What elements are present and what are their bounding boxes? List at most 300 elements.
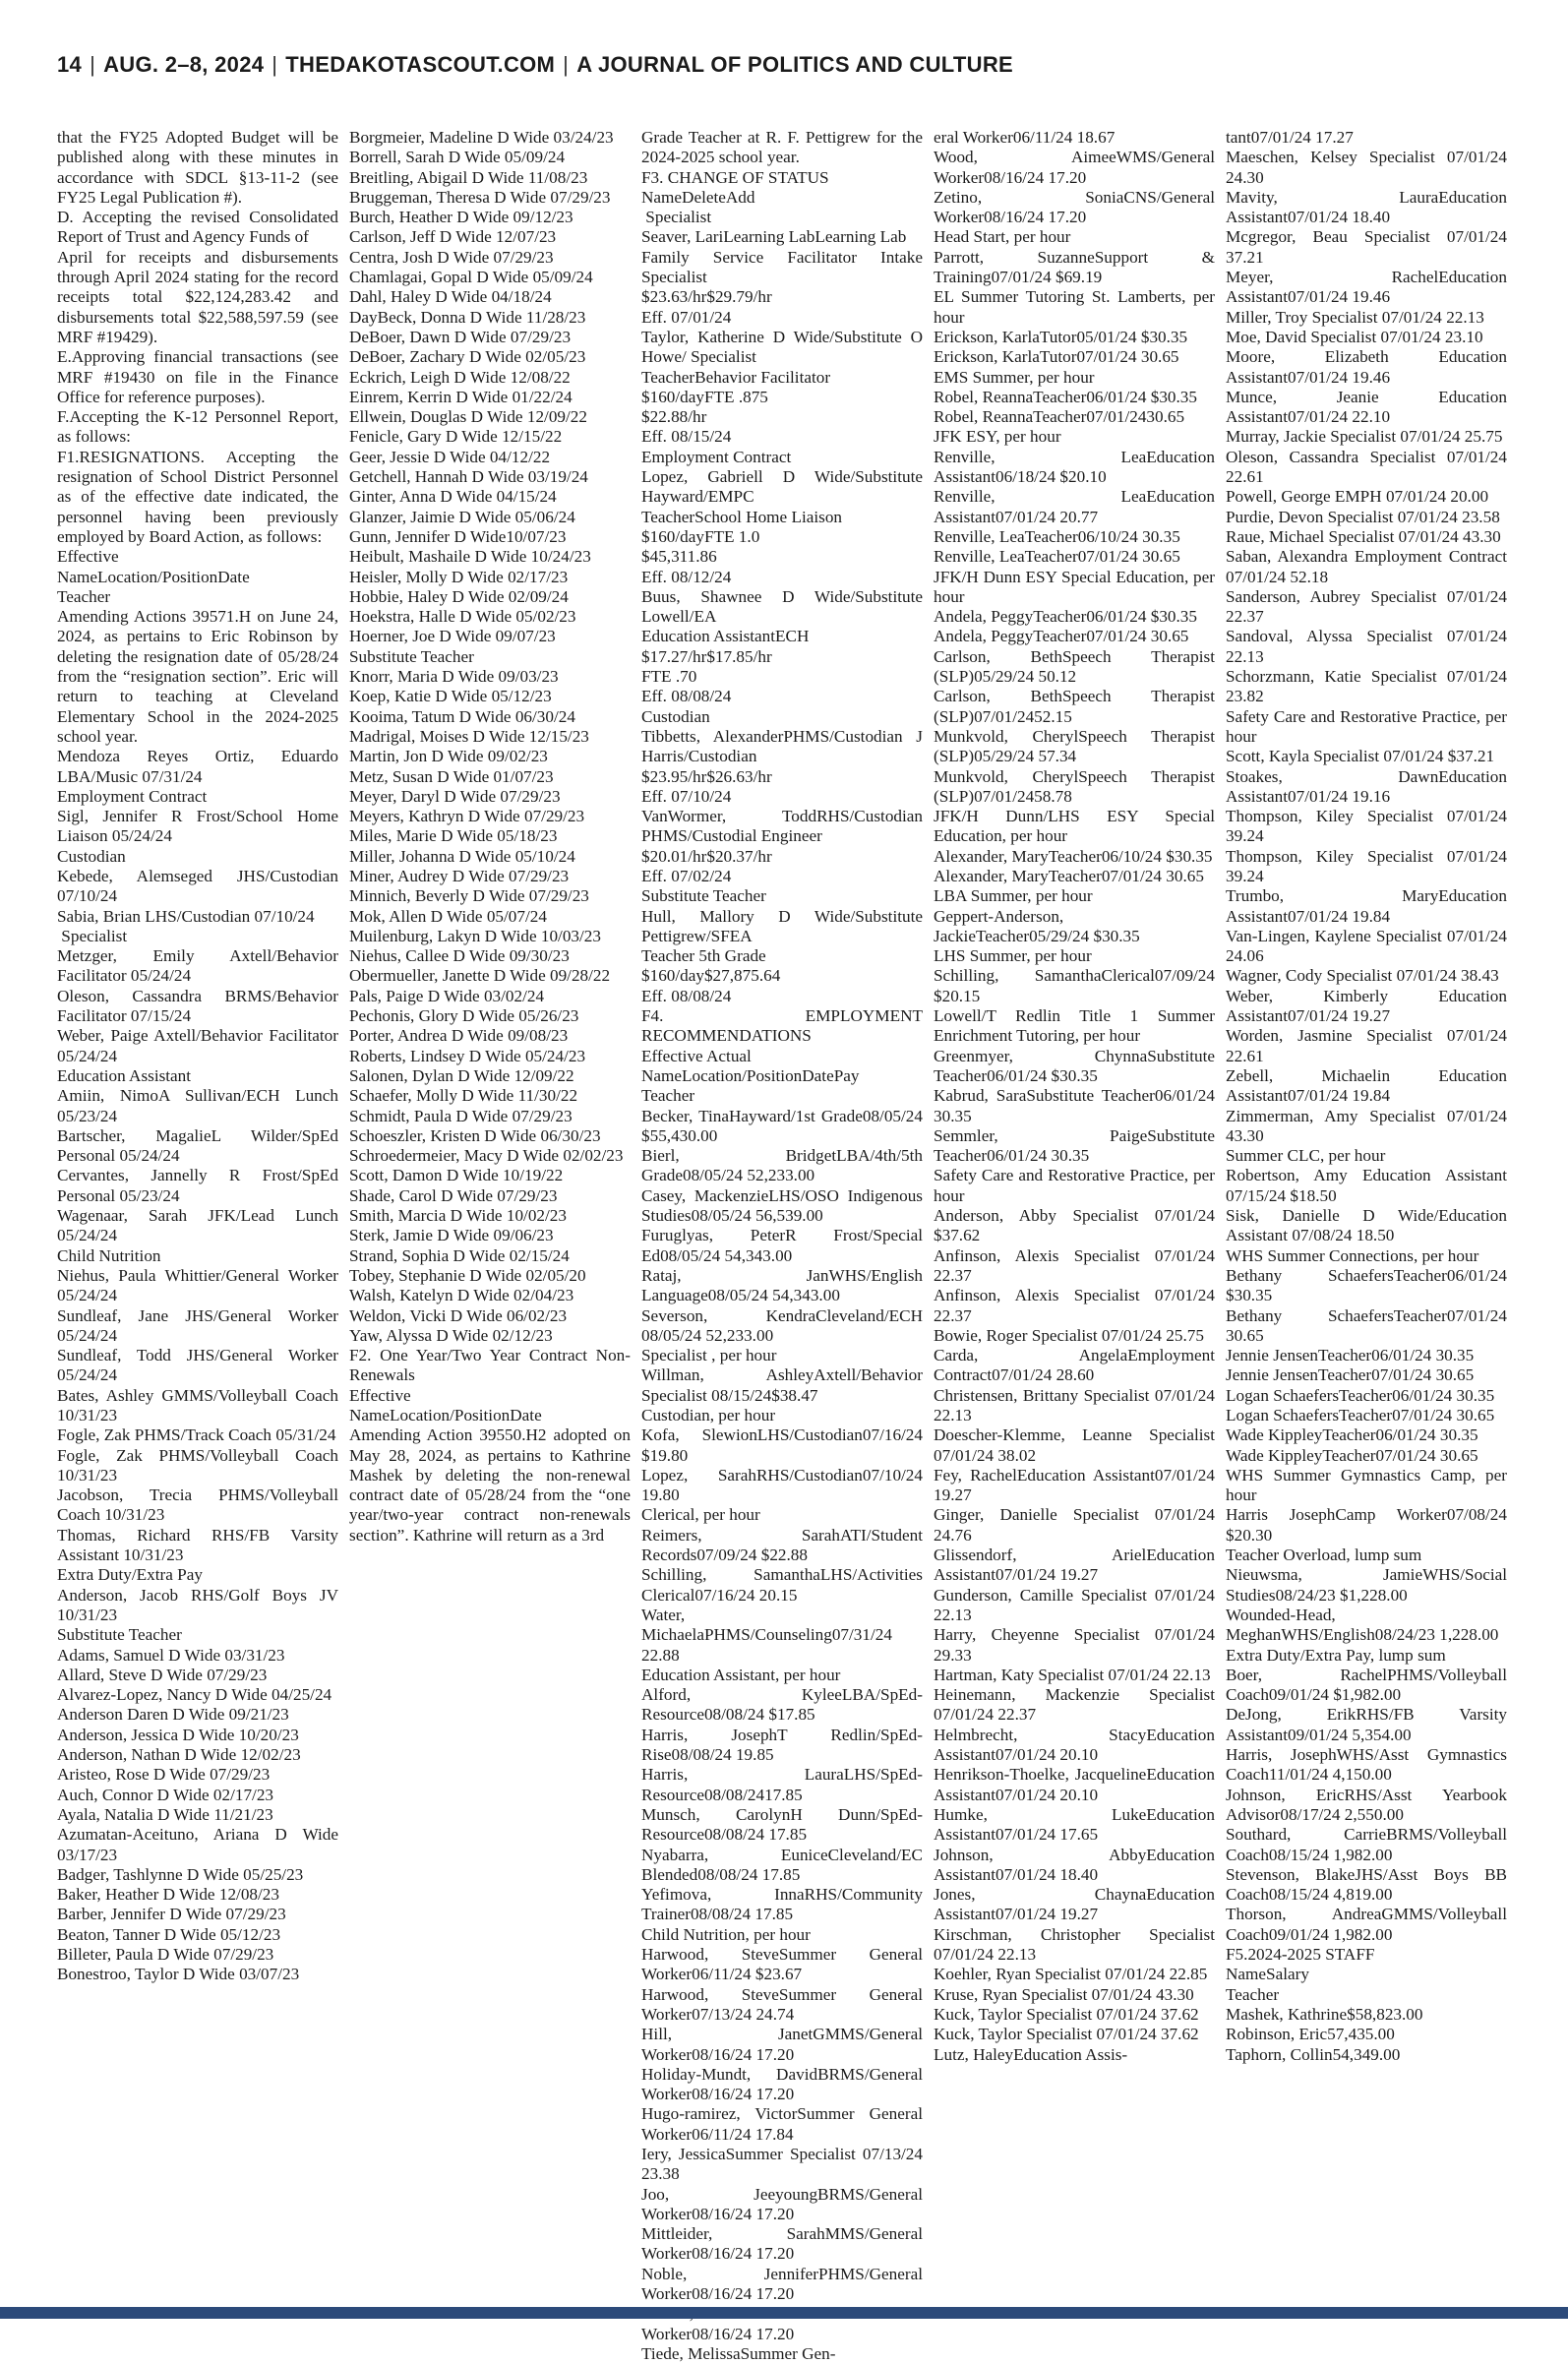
column-entry: Getchell, Hannah D Wide 03/19/24	[349, 467, 588, 487]
column-entry: Ayala, Natalia D Wide 11/21/23	[57, 1804, 273, 1824]
column-entry: Mendoza Reyes Ortiz, Eduardo LBA/Music 07/31/24	[57, 747, 343, 786]
column-entry: Schoeszler, Kristen D Wide 06/30/23	[349, 1125, 601, 1145]
column-entry: Humke, LukeEducation Assistant07/01/24 17.65	[934, 1804, 1219, 1845]
issue-date: AUG. 2–8, 2024	[103, 52, 265, 78]
column-entry: Scott, Kayla Specialist 07/01/24 $37.21	[1226, 747, 1495, 766]
column-entry: Yefimova, InnaRHS/Community Trainer08/08/24 17.85	[641, 1885, 927, 1924]
column-entry: Oleson, Cassandra BRMS/Behavior Facilitator 07/15/24	[57, 986, 343, 1026]
column-entry: Anderson Daren D Wide 09/21/23	[57, 1705, 289, 1725]
column-entry: Jennie JensenTeacher07/01/24 30.65	[1226, 1365, 1475, 1385]
column-entry: F1.RESIGNATIONS. Accepting the resignation of School District Personnel as of the effective date indicated, the personnel having been previously employed by Board Action, as follows:	[57, 447, 343, 546]
column-entry: Teacher Overload, lump sum	[1226, 1546, 1422, 1565]
column-entry: Rataj, JanWHS/English Language08/05/24 54,343.00	[641, 1265, 928, 1305]
column-entry: Becker, TinaHayward/1st Grade08/05/24 $55,430.00	[641, 1106, 928, 1145]
tagline: A JOURNAL OF POLITICS AND CULTURE	[576, 52, 1013, 78]
column-entry: Teacher	[57, 586, 111, 606]
column-entry: Nyabarra, EuniceCleveland/EC Blended08/08/24 17.85	[641, 1845, 928, 1884]
bottom-rule	[0, 2307, 1568, 2319]
column-entry: Miller, Troy Specialist 07/01/24 22.13	[1226, 307, 1484, 327]
column-entry: Alexander, MaryTeacher06/10/24 $30.35	[934, 846, 1213, 866]
column-entry: Dahl, Haley D Wide 04/18/24	[349, 287, 552, 307]
column-entry: Carda, AngelaEmployment Contract07/01/24 28.60	[934, 1346, 1220, 1385]
column-entry: Powell, George EMPH 07/01/24 20.00	[1226, 487, 1489, 507]
column-entry: $22.88/hr	[641, 407, 707, 427]
column-entry: Bethany SchaefersTeacher06/01/24 $30.35	[1226, 1265, 1512, 1305]
column-entry: DeBoer, Dawn D Wide 07/29/23	[349, 327, 572, 346]
column-entry: Glissendorf, ArielEducation Assistant07/01/24 19.27	[934, 1546, 1219, 1585]
text-column-1	[57, 128, 343, 2297]
text-column-5	[1226, 128, 1512, 2297]
column-entry: Mok, Allen D Wide 05/07/24	[349, 906, 547, 926]
column-entry: Koehler, Ryan Specialist 07/01/24 22.85	[934, 1965, 1208, 1984]
column-entry: Family Service Facilitator Intake Specialist	[641, 247, 928, 287]
column-entry: Custodian, per hour	[641, 1406, 776, 1424]
column-entry: Carlson, BethSpeech Therapist (SLP)05/29/24 50.12	[934, 646, 1220, 687]
column-entry: Effective	[349, 1385, 411, 1405]
column-entry: Thompson, Kiley Specialist 07/01/24 39.24	[1226, 846, 1512, 885]
column-entry: NameLocation/PositionDate	[57, 567, 250, 586]
column-entry: Zebell, Michaelin Education Assistant07/01/24 19.84	[1226, 1065, 1511, 1106]
column-entry: Van-Lingen, Kaylene Specialist 07/01/24 24.06	[1226, 926, 1512, 966]
column-entry: $45,311.86	[641, 547, 717, 567]
column-entry: Alexander, MaryTeacher07/01/24 30.65	[934, 866, 1204, 885]
column-entry: Miller, Johanna D Wide 05/10/24	[349, 846, 575, 866]
column-entry: Fenicle, Gary D Wide 12/15/22	[349, 427, 563, 447]
column-entry: Taphorn, Collin54,349.00	[1226, 2044, 1401, 2064]
column-entry: Renville, LeaTeacher06/10/24 30.35	[934, 526, 1180, 546]
column-entry: Miner, Audrey D Wide 07/29/23	[349, 866, 570, 885]
column-entry: Education AssistantECH	[641, 627, 810, 646]
column-entry: Badger, Tashlynne D Wide 05/25/23	[57, 1864, 304, 1884]
column-entry: Thompson, Kiley Specialist 07/01/24 39.24	[1226, 807, 1512, 846]
column-entry: Yaw, Alyssa D Wide 02/12/23	[349, 1325, 553, 1345]
column-entry: Anfinson, Alexis Specialist 07/01/24 22.37	[934, 1286, 1220, 1325]
column-entry: Boer, RachelPHMS/Volleyball Coach09/01/24 $1,982.00	[1226, 1665, 1512, 1705]
column-entry: JFK/H Dunn/LHS ESY Special Education, per hour	[934, 807, 1220, 846]
column-entry: Koep, Katie D Wide 05/12/23	[349, 687, 552, 706]
column-entry: Hoerner, Joe D Wide 09/07/23	[349, 627, 556, 646]
column-entry: Oleson, Cassandra Specialist 07/01/24 22.61	[1226, 447, 1512, 487]
column-entry: Bierl, BridgetLBA/4th/5th Grade08/05/24 52,233.00	[641, 1146, 928, 1185]
column-entry: Wounded-Head, MeghanWHS/English08/24/23 1,228.00	[1226, 1605, 1499, 1645]
column-entry: Wagenaar, Sarah JFK/Lead Lunch 05/24/24	[57, 1206, 343, 1245]
column-entry: Kuck, Taylor Specialist 07/01/24 37.62	[934, 2025, 1199, 2044]
column-entry: Johnson, EricRHS/Asst Yearbook Advisor08/17/24 2,550.00	[1226, 1785, 1511, 1824]
column-entry: Kabrud, SaraSubstitute Teacher06/01/24 30.35	[934, 1086, 1220, 1125]
column-entry: Lutz, HaleyEducation Assis-	[934, 2044, 1128, 2064]
column-entry: Pals, Paige D Wide 03/02/24	[349, 986, 545, 1005]
column-entry: $17.27/hr$17.85/hr	[641, 646, 772, 666]
column-entry: Christensen, Brittany Specialist 07/01/24 22.13	[934, 1385, 1220, 1424]
column-entry: Andela, PeggyTeacher06/01/24 $30.35	[934, 607, 1197, 627]
column-entry: TeacherBehavior Facilitator	[641, 367, 831, 387]
column-entry: Strand, Sophia D Wide 02/15/24	[349, 1245, 570, 1265]
text-column-4	[934, 128, 1220, 2297]
column-entry: Porter, Andrea D Wide 09/08/23	[349, 1026, 569, 1046]
column-entry: WHS Summer Gymnastics Camp, per hour	[1226, 1465, 1512, 1505]
column-entry: Niehus, Paula Whittier/General Worker 05/24/24	[57, 1265, 343, 1305]
column-entry: Effective	[57, 547, 119, 567]
column-entry: Mcgregor, Beau Specialist 07/01/24 37.21	[1226, 227, 1512, 267]
column-entry: WHS Summer Connections, per hour	[1226, 1245, 1479, 1265]
article-columns	[57, 128, 1512, 2363]
column-entry: Severson, KendraCleveland/ECH 08/05/24 52,233.00	[641, 1305, 928, 1345]
column-entry: Ginter, Anna D Wide 04/15/24	[349, 487, 557, 507]
column-entry: Barber, Jennifer D Wide 07/29/23	[57, 1905, 286, 1924]
column-entry: JFK ESY, per hour	[934, 427, 1061, 447]
column-entry: Robertson, Amy Education Assistant 07/15/24 $18.50	[1226, 1166, 1512, 1205]
column-entry: NameLocation/PositionDatePay	[641, 1065, 860, 1085]
column-entry: Bowie, Roger Specialist 07/01/24 25.75	[934, 1325, 1204, 1345]
column-entry: Meyer, Daryl D Wide 07/29/23	[349, 786, 561, 806]
column-entry: Wagner, Cody Specialist 07/01/24 38.43	[1226, 966, 1499, 986]
header-divider: |	[563, 52, 570, 78]
column-entry: Madrigal, Moises D Wide 12/15/23	[349, 726, 589, 746]
column-entry: Head Start, per hour	[934, 227, 1071, 247]
column-entry: Chamlagai, Gopal D Wide 05/09/24	[349, 268, 593, 287]
column-entry: Renville, LeaEducation Assistant07/01/24 20.77	[934, 487, 1219, 526]
column-entry: Cervantes, Jannelly R Frost/SpEd Personal 05/23/24	[57, 1166, 343, 1205]
column-entry: Stevenson, BlakeJHS/Asst Boys BB Coach08/15/24 4,819.00	[1226, 1864, 1512, 1905]
column-entry: Substitute Teacher	[57, 1625, 182, 1645]
column-entry: Holiday-Mundt, DavidBRMS/General Worker08/16/24 17.20	[641, 2064, 927, 2104]
column-entry: April for receipts and disbursements through April 2024 stating for the record receipts total $22,124,283.42 and disbursements total $22,588,597.59 (see MRF #19429).	[57, 247, 343, 346]
column-entry: Gunderson, Camille Specialist 07/01/24 22.13	[934, 1585, 1220, 1624]
column-entry: Kuck, Taylor Specialist 07/01/24 37.62	[934, 2004, 1199, 2024]
column-entry: Specialist , per hour	[641, 1346, 777, 1365]
column-entry: E.Approving financial transactions (see MRF #19430 on file in the Finance Office for reference purposes).	[57, 347, 343, 406]
column-entry: Mittleider, SarahMMS/General Worker08/16/24 17.20	[641, 2224, 927, 2264]
column-entry: $20.01/hr$20.37/hr	[641, 846, 772, 866]
column-entry: Stoakes, DawnEducation Assistant07/01/24 19.16	[1226, 766, 1511, 806]
column-entry: Nieuwsma, JamieWHS/Social Studies08/24/23 $1,228.00	[1226, 1565, 1512, 1605]
column-entry: Worden, Jasmine Specialist 07/01/24 22.61	[1226, 1026, 1512, 1065]
site-name: THEDAKOTASCOUT.COM	[285, 52, 556, 78]
column-entry: Buus, Shawnee D Wide/Substitute Lowell/EA	[641, 586, 928, 627]
column-entry: Parrott, SuzanneSupport & Training07/01/24 $69.19	[934, 247, 1219, 287]
column-entry: Robel, ReannaTeacher07/01/2430.65	[934, 407, 1185, 427]
column-entry: Southard, CarrieBRMS/Volleyball Coach08/15/24 1,982.00	[1226, 1825, 1512, 1864]
column-entry: Clerical, per hour	[641, 1505, 760, 1525]
column-entry: Logan SchaefersTeacher06/01/24 30.35	[1226, 1385, 1495, 1405]
column-entry: Henrikson-Thoelke, JacquelineEducation Assistant07/01/24 20.10	[934, 1765, 1219, 1804]
column-entry: Harris, JosephT Redlin/SpEd-Rise08/08/24 19.85	[641, 1725, 923, 1765]
column-entry: Miles, Marie D Wide 05/18/23	[349, 826, 558, 846]
column-entry: Education Assistant	[57, 1065, 192, 1085]
column-entry: Gunn, Jennifer D Wide10/07/23	[349, 526, 567, 546]
column-entry: Salonen, Dylan D Wide 12/09/22	[349, 1065, 574, 1085]
column-entry: Furuglyas, PeterR Frost/Special Ed08/05/24 54,343.00	[641, 1226, 928, 1265]
column-entry: Maeschen, Kelsey Specialist 07/01/24 24.30	[1226, 148, 1512, 187]
column-entry: DayBeck, Donna D Wide 11/28/23	[349, 307, 586, 327]
column-entry: Iery, JessicaSummer Specialist 07/13/24 23.38	[641, 2144, 928, 2184]
column-entry: Alvarez-Lopez, Nancy D Wide 04/25/24	[57, 1685, 332, 1705]
column-entry: Erickson, KarlaTutor05/01/24 $30.35	[934, 327, 1188, 346]
column-entry: Jones, ChaynaEducation Assistant07/01/24 19.27	[934, 1885, 1219, 1924]
column-entry: Semmler, PaigeSubstitute Teacher06/01/24 30.35	[934, 1125, 1219, 1166]
column-entry: Thomas, Richard RHS/FB Varsity Assistant 10/31/23	[57, 1525, 342, 1565]
column-entry: EMS Summer, per hour	[934, 367, 1095, 387]
column-entry: Joo, JeeyoungBRMS/General Worker08/16/24 17.20	[641, 2184, 927, 2223]
column-entry: Azumatan-Aceituno, Ariana D Wide 03/17/23	[57, 1825, 343, 1864]
column-entry: F3. CHANGE OF STATUS	[641, 167, 829, 187]
column-entry: Knorr, Maria D Wide 09/03/23	[349, 667, 559, 687]
column-entry: Eckrich, Leigh D Wide 12/08/22	[349, 367, 571, 387]
column-entry: Tobey, Stephanie D Wide 02/05/20	[349, 1265, 586, 1285]
column-entry: Wade KippleyTeacher07/01/24 30.65	[1226, 1445, 1478, 1465]
column-entry: Moore, Elizabeth Education Assistant07/01/24 19.46	[1226, 347, 1511, 387]
column-entry: Johnson, AbbyEducation Assistant07/01/24 18.40	[934, 1845, 1219, 1884]
column-entry: Jennie JensenTeacher06/01/24 30.35	[1226, 1346, 1475, 1365]
column-entry: Teacher	[641, 1086, 695, 1106]
column-entry: Pechonis, Glory D Wide 05/26/23	[349, 1006, 579, 1026]
column-entry: Harris JosephCamp Worker07/08/24 $20.30	[1226, 1505, 1512, 1545]
column-entry: Shade, Carol D Wide 07/29/23	[349, 1185, 558, 1205]
column-entry: DeBoer, Zachary D Wide 02/05/23	[349, 347, 586, 367]
column-entry: Effective Actual	[641, 1046, 752, 1065]
column-entry: Worker08/16/24 17.20	[641, 2324, 795, 2343]
column-entry: Munkvold, CherylSpeech Therapist (SLP)07/01/2458.78	[934, 766, 1220, 806]
column-entry: Summer CLC, per hour	[1226, 1146, 1386, 1166]
column-entry: Sabia, Brian LHS/Custodian 07/10/24	[57, 906, 315, 926]
column-entry: Safety Care and Restorative Practice, per hour	[1226, 706, 1512, 746]
column-entry: Munce, Jeanie Education Assistant07/01/24 22.10	[1226, 387, 1511, 427]
column-entry: Ellwein, Douglas D Wide 12/09/22	[349, 407, 587, 427]
column-entry: Specialist	[57, 926, 128, 945]
column-entry: $160/dayFTE 1.0	[641, 526, 760, 546]
column-entry: NameLocation/PositionDate	[349, 1406, 542, 1424]
text-column-2	[349, 128, 635, 2297]
column-entry: Purdie, Devon Specialist 07/01/24 23.58	[1226, 507, 1500, 526]
column-entry: Helmbrecht, StacyEducation Assistant07/01/24 20.10	[934, 1725, 1219, 1765]
column-entry: VanWormer, ToddRHS/Custodian PHMS/Custodial Engineer	[641, 807, 928, 846]
column-entry: Eff. 07/02/24	[641, 866, 732, 885]
column-entry: Greenmyer, ChynnaSubstitute Teacher06/01/24 $30.35	[934, 1046, 1219, 1085]
column-entry: Substitute Teacher	[349, 646, 474, 666]
column-entry: $160/day$27,875.64	[641, 966, 781, 986]
column-entry: Kruse, Ryan Specialist 07/01/24 43.30	[934, 1984, 1194, 2004]
column-entry: Aristeo, Rose D Wide 07/29/23	[57, 1765, 271, 1785]
column-entry: Robel, ReannaTeacher06/01/24 $30.35	[934, 387, 1197, 406]
column-entry: Schroedermeier, Macy D Wide 02/02/23	[349, 1146, 624, 1166]
column-entry: Lopez, Gabriell D Wide/Substitute Hayward/EMPC	[641, 467, 928, 507]
column-entry: Mashek, Kathrine$58,823.00	[1226, 2004, 1423, 2024]
column-entry: Sundleaf, Todd JHS/General Worker 05/24/24	[57, 1346, 343, 1385]
column-entry: Hartman, Katy Specialist 07/01/24 22.13	[934, 1665, 1211, 1684]
column-entry: Harwood, SteveSummer General Worker06/11/24 $23.67	[641, 1945, 927, 1984]
column-entry: Education Assistant, per hour	[641, 1665, 841, 1684]
column-entry: Harris, LauraLHS/SpEd-Resource08/08/2417.85	[641, 1765, 923, 1804]
column-entry: Willman, AshleyAxtell/Behavior Specialist 08/15/24$38.47	[641, 1365, 928, 1405]
column-entry: DeJong, ErikRHS/FB Varsity Assistant09/01/24 5,354.00	[1226, 1705, 1511, 1744]
column-entry: Amiin, NimoA Sullivan/ECH Lunch 05/23/24	[57, 1086, 343, 1125]
column-entry: Safety Care and Restorative Practice, per hour	[934, 1166, 1220, 1205]
column-entry: Geer, Jessie D Wide 04/12/22	[349, 447, 551, 466]
column-entry: LBA Summer, per hour	[934, 886, 1093, 906]
column-entry: Auch, Connor D Wide 02/17/23	[57, 1785, 274, 1804]
column-entry: Burch, Heather D Wide 09/12/23	[349, 208, 573, 227]
column-entry: Sanderson, Aubrey Specialist 07/01/24 22.37	[1226, 586, 1512, 627]
column-entry: Employment Contract	[57, 786, 208, 806]
column-entry: Anderson, Abby Specialist 07/01/24 $37.62	[934, 1206, 1220, 1245]
column-entry: Hull, Mallory D Wide/Substitute Pettigrew/SFEA	[641, 906, 928, 945]
column-entry: Lopez, SarahRHS/Custodian07/10/24 19.80	[641, 1465, 928, 1505]
column-entry: Renville, LeaEducation Assistant06/18/24 $20.10	[934, 447, 1219, 487]
column-entry: Smith, Marcia D Wide 10/02/23	[349, 1206, 567, 1226]
column-entry: Raue, Michael Specialist 07/01/24 43.30	[1226, 526, 1501, 546]
column-entry: Eff. 08/08/24	[641, 687, 732, 706]
column-entry: Harris, JosephWHS/Asst Gymnastics Coach11/01/24 4,150.00	[1226, 1745, 1512, 1785]
column-entry: Fogle, Zak PHMS/Track Coach 05/31/24	[57, 1425, 336, 1445]
column-entry: Wade KippleyTeacher06/01/24 30.35	[1226, 1425, 1478, 1445]
column-entry: Custodian	[57, 846, 126, 866]
column-entry: F.Accepting the K-12 Personnel Report, as follows:	[57, 407, 343, 447]
column-entry: Baker, Heather D Wide 12/08/23	[57, 1885, 279, 1905]
column-entry: Custodian	[641, 706, 710, 726]
column-entry: Eff. 08/15/24	[641, 427, 732, 447]
column-entry: Jacobson, Trecia PHMS/Volleyball Coach 10/31/23	[57, 1485, 343, 1525]
column-entry: Adams, Samuel D Wide 03/31/23	[57, 1645, 285, 1665]
column-entry: Anderson, Nathan D Wide 12/02/23	[57, 1745, 301, 1765]
column-entry: Zimmerman, Amy Specialist 07/01/24 43.30	[1226, 1106, 1512, 1145]
column-entry: Tibbetts, AlexanderPHMS/Custodian J Harris/Custodian	[641, 726, 928, 766]
column-entry: Bates, Ashley GMMS/Volleyball Coach 10/31/23	[57, 1385, 343, 1424]
column-entry: Borgmeier, Madeline D Wide 03/24/23	[349, 128, 614, 147]
header-divider: |	[271, 52, 278, 78]
column-entry: Reimers, SarahATI/Student Records07/09/24 $22.88	[641, 1525, 928, 1565]
column-entry: Carlson, Jeff D Wide 12/07/23	[349, 227, 557, 247]
column-entry: Grade Teacher at R. F. Pettigrew for the 2024-2025 school year.	[641, 128, 928, 167]
column-entry: Beaton, Tanner D Wide 05/12/23	[57, 1924, 281, 1944]
column-entry: F4. EMPLOYMENT RECOMMENDATIONS	[641, 1006, 928, 1046]
column-entry: Bonestroo, Taylor D Wide 03/07/23	[57, 1965, 300, 1984]
column-entry: Robinson, Eric57,435.00	[1226, 2025, 1395, 2044]
column-entry: Billeter, Paula D Wide 07/29/23	[57, 1945, 274, 1965]
column-entry: Munkvold, CherylSpeech Therapist (SLP)05/29/24 57.34	[934, 726, 1220, 766]
column-entry: Bethany SchaefersTeacher07/01/24 30.65	[1226, 1305, 1512, 1345]
column-entry: Teacher 5th Grade	[641, 946, 766, 966]
column-entry: F2. One Year/Two Year Contract Non-Renewals	[349, 1346, 631, 1385]
column-entry: Schilling, SamanthaClerical07/09/24 $20.15	[934, 966, 1220, 1005]
column-entry: JFK/H Dunn ESY Special Education, per hour	[934, 567, 1220, 606]
column-entry: Geppert-Anderson, JackieTeacher05/29/24 $30.35	[934, 906, 1140, 945]
column-entry: Child Nutrition, per hour	[641, 1924, 811, 1944]
column-entry: Meyer, RachelEducation Assistant07/01/24 19.46	[1226, 268, 1511, 307]
column-entry: tant07/01/24 17.27	[1226, 128, 1354, 147]
column-entry: Heisler, Molly D Wide 02/17/23	[349, 567, 569, 586]
column-entry: that the FY25 Adopted Budget will be published along with these minutes in accordance with SDCL §13-11-2 (see FY25 Legal Publication #).	[57, 128, 343, 207]
column-entry: Employment Contract	[641, 447, 792, 466]
column-entry: Allard, Steve D Wide 07/29/23	[57, 1665, 268, 1684]
column-entry: Teacher	[1226, 1984, 1280, 2004]
column-entry: Glanzer, Jaimie D Wide 05/06/24	[349, 507, 575, 526]
column-entry: $23.95/hr$26.63/hr	[641, 766, 772, 786]
column-entry: F5.2024-2025 STAFF	[1226, 1945, 1375, 1965]
column-entry: Kofa, SlewionLHS/Custodian07/16/24 $19.80	[641, 1425, 928, 1465]
column-entry: NameDeleteAdd	[641, 187, 755, 207]
column-entry: Water, MichaelaPHMS/Counseling07/31/24 22.88	[641, 1605, 897, 1665]
column-entry: Renville, LeaTeacher07/01/24 30.65	[934, 547, 1180, 567]
header-divider: |	[90, 52, 96, 78]
column-entry: Metz, Susan D Wide 01/07/23	[349, 766, 554, 786]
column-entry: Substitute Teacher	[641, 886, 766, 906]
column-entry: $160/dayFTE .875	[641, 387, 768, 406]
column-entry: Weber, Kimberly Education Assistant07/01/24 19.27	[1226, 986, 1511, 1026]
column-entry: Scott, Damon D Wide 10/19/22	[349, 1166, 564, 1185]
column-entry: Harwood, SteveSummer General Worker07/13/24 24.74	[641, 1984, 927, 2024]
column-entry: Weber, Paige Axtell/Behavior Facilitator 05/24/24	[57, 1026, 343, 1065]
column-entry: Doescher-Klemme, Leanne Specialist 07/01/24 38.02	[934, 1425, 1220, 1465]
column-entry: TeacherSchool Home Liaison	[641, 507, 843, 526]
column-entry: Amending Action 39550.H2 adopted on May 28, 2024, as pertains to Kathrine Mashek by deleting the non-renewal contract date of 05/28/24 from the “one year/two-year contract non-renewals section”. Kathrine will return as a 3rd	[349, 1425, 635, 1545]
page-number: 14	[57, 52, 83, 78]
column-entry: Eff. 08/12/24	[641, 567, 732, 586]
column-entry: Extra Duty/Extra Pay	[57, 1565, 203, 1585]
column-entry: Schorzmann, Katie Specialist 07/01/24 23.82	[1226, 667, 1512, 706]
column-entry: Sigl, Jennifer R Frost/School Home Liaison 05/24/24	[57, 807, 343, 846]
column-entry: Saban, Alexandra Employment Contract 07/01/24 52.18	[1226, 547, 1512, 586]
column-entry: eral Worker06/11/24 18.67	[934, 128, 1116, 147]
column-entry: Casey, MackenzieLHS/OSO Indigenous Studies08/05/24 56,539.00	[641, 1185, 928, 1226]
column-entry: Logan SchaefersTeacher07/01/24 30.65	[1226, 1406, 1495, 1424]
column-entry: Anderson, Jessica D Wide 10/20/23	[57, 1725, 299, 1744]
column-entry: Extra Duty/Extra Pay, lump sum	[1226, 1645, 1446, 1665]
column-entry: Weldon, Vicki D Wide 06/02/23	[349, 1305, 568, 1325]
page-header	[57, 51, 1503, 87]
column-entry: Noble, JenniferPHMS/General Worker08/16/24 17.20	[641, 2264, 927, 2304]
column-entry: Eff. 07/10/24	[641, 786, 732, 806]
column-entry: Minnich, Beverly D Wide 07/29/23	[349, 886, 589, 906]
column-entry: Tiede, MelissaSummer Gen-	[641, 2343, 836, 2363]
column-entry: Muilenburg, Lakyn D Wide 10/03/23	[349, 926, 601, 945]
column-entry: Niehus, Callee D Wide 09/30/23	[349, 946, 570, 966]
column-entry: Amending Actions 39571.H on June 24, 2024, as pertains to Eric Robinson by deleting the resignation date of 05/28/24 from the “resignation section”. Eric will return to teaching at Cleveland Elementary School in the 2024-2025 school year.	[57, 607, 343, 746]
column-entry: Schaefer, Molly D Wide 11/30/22	[349, 1086, 578, 1106]
column-entry: Hobbie, Haley D Wide 02/09/24	[349, 586, 569, 606]
text-column-3	[641, 128, 928, 2363]
column-entry: Borrell, Sarah D Wide 05/09/24	[349, 148, 566, 167]
column-entry: Obermueller, Janette D Wide 09/28/22	[349, 966, 611, 986]
column-entry: Metzger, Emily Axtell/Behavior Facilitator 05/24/24	[57, 946, 343, 986]
column-entry: Wood, AimeeWMS/General Worker08/16/24 17.20	[934, 148, 1219, 187]
column-entry: Harry, Cheyenne Specialist 07/01/24 29.33	[934, 1625, 1220, 1665]
column-entry: EL Summer Tutoring St. Lamberts, per hour	[934, 287, 1220, 327]
column-entry: Mavity, LauraEducation Assistant07/01/24 18.40	[1226, 187, 1511, 227]
column-entry: Seaver, LariLearning LabLearning Lab	[641, 227, 907, 247]
column-entry: Eff. 07/01/24	[641, 307, 732, 327]
column-entry: Roberts, Lindsey D Wide 05/24/23	[349, 1046, 586, 1065]
column-entry: Erickson, KarlaTutor07/01/24 30.65	[934, 347, 1179, 367]
column-entry: Schilling, SamanthaLHS/Activities Clerical07/16/24 20.15	[641, 1565, 928, 1605]
column-entry: Munsch, CarolynH Dunn/SpEd-Resource08/08/24 17.85	[641, 1804, 923, 1845]
column-entry: Moe, David Specialist 07/01/24 23.10	[1226, 327, 1483, 346]
column-entry: Meyers, Kathryn D Wide 07/29/23	[349, 807, 585, 826]
column-entry: $23.63/hr$29.79/hr	[641, 287, 772, 307]
column-entry: D. Accepting the revised Consolidated Report of Trust and Agency Funds of	[57, 208, 343, 247]
column-entry: Child Nutrition	[57, 1245, 161, 1265]
column-entry: Eff. 08/08/24	[641, 986, 732, 1005]
column-entry: Lowell/T Redlin Title 1 Summer Enrichment Tutoring, per hour	[934, 1006, 1220, 1046]
column-entry: Walsh, Katelyn D Wide 02/04/23	[349, 1286, 574, 1305]
column-entry: Specialist	[641, 208, 712, 227]
column-entry: Centra, Josh D Wide 07/29/23	[349, 247, 554, 267]
column-entry: Thorson, AndreaGMMS/Volleyball Coach09/01/24 1,982.00	[1226, 1905, 1512, 1944]
column-entry: Einrem, Kerrin D Wide 01/22/24	[349, 387, 573, 406]
column-entry: Murray, Jackie Specialist 07/01/24 25.75	[1226, 427, 1503, 447]
column-entry: Bruggeman, Theresa D Wide 07/29/23	[349, 187, 611, 207]
column-entry: Hill, JanetGMMS/General Worker08/16/24 17.20	[641, 2025, 927, 2064]
column-entry: FTE .70	[641, 667, 697, 687]
